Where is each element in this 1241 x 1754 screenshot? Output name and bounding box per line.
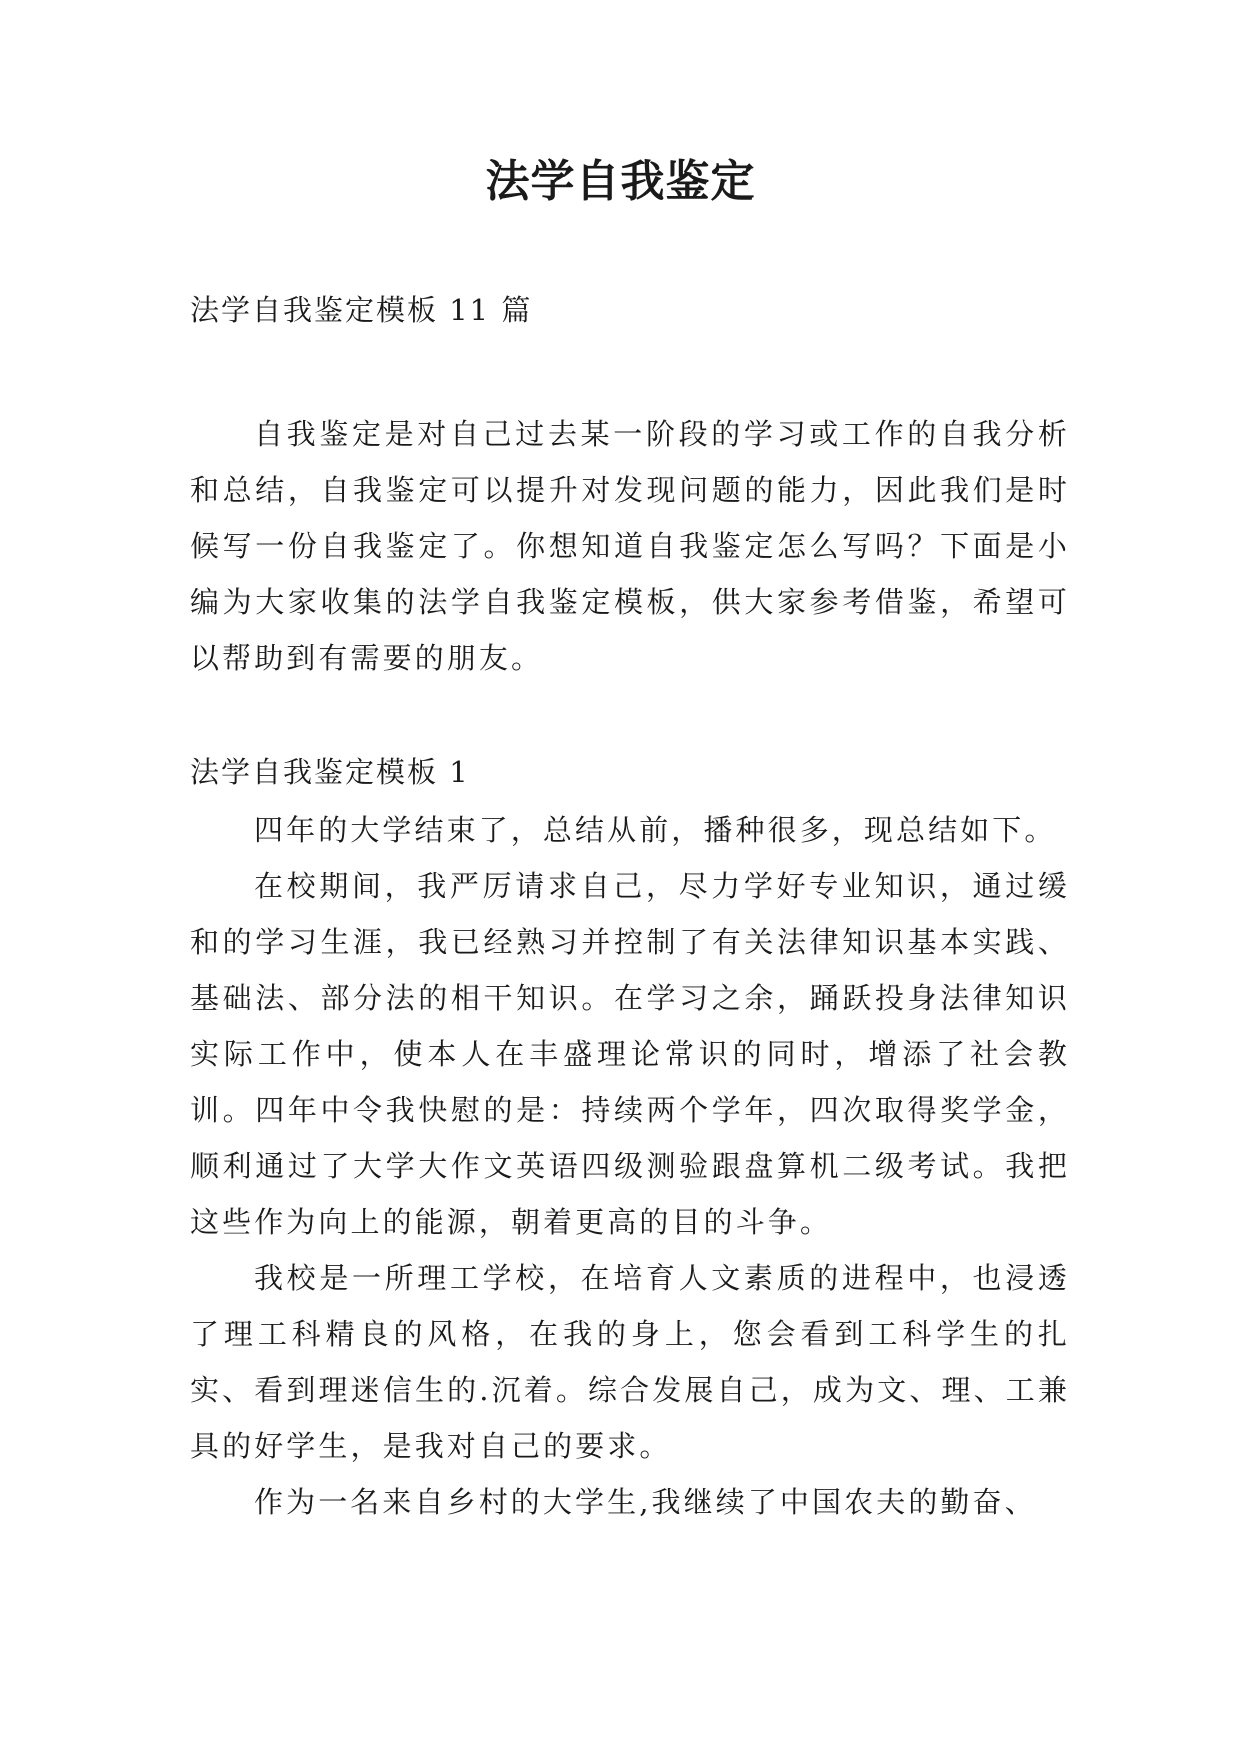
section-content <box>190 802 1070 1530</box>
paragraph-4: 作为一名来自乡村的大学生,我继续了中国农夫的勤奋、 <box>254 1485 1037 1519</box>
paragraph-2: 在校期间，我严厉请求自己，尽力学好专业知识，通过缓和的学习生涯，我已经熟习并控制了有关法律知识基本实践、基础法、部分法的相干知识。在学习之余，踊跃投身法律知识实际工作中，使本人在丰盛理论常识的同时，增添了社会教训。四年中令我快慰的是：持续两个学年，四次取得奖学金，顺利通过了大学大作文英语四级测验跟盘算机二级考试。我把这些作为向上的能源，朝着更高的目的斗争。 <box>190 869 1070 1239</box>
document-subtitle: 法学自我鉴定模板 11 篇 <box>190 293 533 327</box>
paragraph-3: 我校是一所理工学校，在培育人文素质的进程中，也浸透了理工科精良的风格，在我的身上，您会看到工科学生的扎实、看到理迷信生的.沉着。综合发展自己，成为文、理、工兼具的好学生，是我对自己的要求。 <box>190 1261 1070 1463</box>
paragraph-1: 四年的大学结束了，总结从前，播种很多，现总结如下。 <box>254 813 1057 847</box>
document-title: 法学自我鉴定 <box>485 156 756 207</box>
section-heading: 法学自我鉴定模板 1 <box>190 755 470 789</box>
intro-paragraph: 自我鉴定是对自己过去某一阶段的学习或工作的自我分析和总结，自我鉴定可以提升对发现问题的能力，因此我们是时候写一份自我鉴定了。你想知道自我鉴定怎么写吗？下面是小编为大家收集的法学自我鉴定模板，供大家参考借鉴，希望可以帮助到有需要的朋友。 <box>190 417 1070 675</box>
intro-section <box>190 406 1070 686</box>
